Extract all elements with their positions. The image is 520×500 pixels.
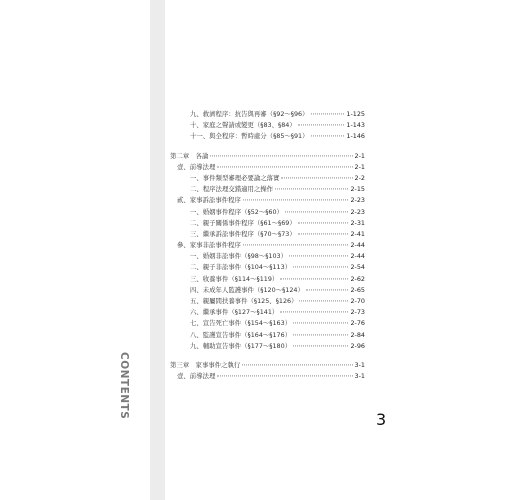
side-strip — [150, 0, 165, 500]
toc-entry-page: 3-1 — [354, 360, 365, 369]
toc-entry — [170, 262, 365, 273]
toc-entry-page: 2-2 — [354, 173, 365, 182]
table-of-contents — [170, 109, 365, 382]
toc-entry-page: 2-31 — [350, 218, 365, 227]
toc-entry-page: 2-1 — [354, 162, 365, 171]
toc-entry — [170, 229, 365, 240]
toc-entry-title: 貳、家事訴訟事件程序 — [177, 196, 241, 205]
toc-entry — [170, 173, 365, 184]
toc-entry — [170, 109, 365, 120]
toc-entry-title: 四、未成年人監護事件（§120～§124） — [190, 285, 304, 294]
toc-leader-dots — [217, 166, 352, 167]
toc-leader-dots — [306, 289, 349, 290]
toc-entry-title: 第三章 家事事件之執行 — [170, 360, 241, 369]
toc-leader-dots — [275, 189, 348, 190]
toc-leader-dots — [242, 364, 352, 365]
toc-entry-title: 七、宣告死亡事件（§154～§163） — [190, 319, 292, 328]
toc-entry — [170, 360, 365, 371]
toc-entry-page: 2-54 — [350, 263, 365, 272]
toc-leader-dots — [217, 376, 352, 377]
toc-entry — [170, 195, 365, 206]
toc-entry-page: 2-76 — [350, 319, 365, 328]
toc-entry-page: 1-143 — [346, 121, 365, 130]
toc-leader-dots — [293, 323, 348, 324]
toc-entry-page: 2-41 — [350, 229, 365, 238]
toc-entry-page: 1-125 — [346, 110, 365, 118]
toc-entry-page: 2-73 — [350, 308, 365, 317]
toc-leader-dots — [293, 334, 348, 335]
toc-leader-dots — [285, 211, 349, 212]
toc-entry-page: 2-70 — [350, 297, 365, 305]
toc-entry-title: 二、親子關係事件程序（§61～§69） — [190, 218, 296, 227]
toc-entry-title: 一、婚姻非訟事件（§98～§103） — [190, 252, 288, 261]
toc-entry-page: 2-84 — [350, 330, 365, 339]
toc-entry — [170, 274, 365, 285]
toc-entry-title: 一、事件類型審理必要論之落實 — [190, 173, 280, 182]
toc-entry — [170, 184, 365, 195]
toc-leader-dots — [298, 222, 349, 223]
toc-entry-title: 十、家庭之聲請或變更（§83、§84） — [190, 121, 296, 130]
toc-entry-title: 三、收養事件（§114～§119） — [190, 274, 279, 283]
toc-leader-dots — [311, 113, 345, 114]
toc-entry-title: 六、繼承事件（§127～§141） — [190, 308, 279, 317]
toc-entry-page: 2-44 — [350, 241, 365, 250]
toc-leader-dots — [280, 312, 348, 313]
toc-entry — [170, 218, 365, 229]
toc-entry — [170, 318, 365, 329]
toc-entry-page: 2-1 — [354, 151, 365, 160]
toc-entry-title: 參、家事非訟事件程序 — [177, 241, 241, 250]
toc-entry-title: 五、親屬間扶養事件（§125、§126） — [190, 297, 298, 305]
toc-entry — [170, 341, 365, 352]
toc-entry-title: 十一、與全程序：暫時處分（§85～§91） — [190, 132, 309, 141]
toc-leader-dots — [281, 177, 352, 178]
toc-entry-title: 第二章 各論 — [170, 151, 209, 160]
toc-entry — [170, 330, 365, 341]
toc-entry — [170, 307, 365, 318]
toc-entry-title: 九、輔助宣告事件（§177～§180） — [190, 341, 292, 350]
toc-entry — [170, 296, 365, 307]
toc-entry-page: 2-23 — [350, 196, 365, 205]
toc-entry — [170, 162, 365, 173]
toc-leader-dots — [280, 278, 348, 279]
toc-entry-page: 2-15 — [350, 185, 365, 194]
toc-entry-page: 2-23 — [350, 207, 365, 216]
toc-entry-title: 九、救濟程序：抗告與再審（§92～§96） — [190, 110, 309, 118]
toc-entry-page: 2-96 — [350, 341, 365, 350]
toc-entry-title: 壹、前導法理 — [177, 162, 216, 171]
toc-leader-dots — [210, 155, 352, 156]
toc-entry-page: 2-65 — [350, 285, 365, 294]
toc-leader-dots — [298, 125, 345, 126]
toc-entry — [170, 240, 365, 251]
toc-leader-dots — [299, 300, 348, 301]
toc-entry-title: 二、親子非訟事件（§104～§113） — [190, 263, 292, 272]
toc-entry — [170, 120, 365, 131]
toc-entry-page: 2-62 — [350, 274, 365, 283]
toc-entry-page: 3-1 — [354, 372, 365, 381]
toc-entry-page: 1-146 — [346, 132, 365, 141]
contents-label: CONTENTS — [118, 352, 130, 420]
toc-leader-dots — [293, 267, 348, 268]
toc-entry-title: 三、繼承訴訟事件程序（§70～§73） — [190, 229, 296, 238]
toc-entry — [170, 285, 365, 296]
toc-entry-title: 一、婚姻事件程序（§52～§60） — [190, 207, 283, 216]
toc-entry — [170, 151, 365, 162]
toc-leader-dots — [289, 256, 348, 257]
toc-leader-dots — [293, 345, 348, 346]
toc-leader-dots — [298, 233, 349, 234]
toc-entry — [170, 371, 365, 382]
toc-entry-title: 二、程序法理交錯適用之操作 — [190, 185, 274, 194]
toc-entry-page: 2-44 — [350, 252, 365, 261]
toc-leader-dots — [311, 136, 345, 137]
page-number: 3 — [376, 410, 387, 429]
toc-entry-title: 八、監護宣告事件（§164～§176） — [190, 330, 292, 339]
toc-leader-dots — [243, 200, 349, 201]
toc-entry-title: 壹、前導法理 — [177, 372, 216, 381]
toc-leader-dots — [243, 244, 349, 245]
toc-entry — [170, 131, 365, 142]
toc-entry — [170, 251, 365, 262]
toc-entry — [170, 207, 365, 218]
